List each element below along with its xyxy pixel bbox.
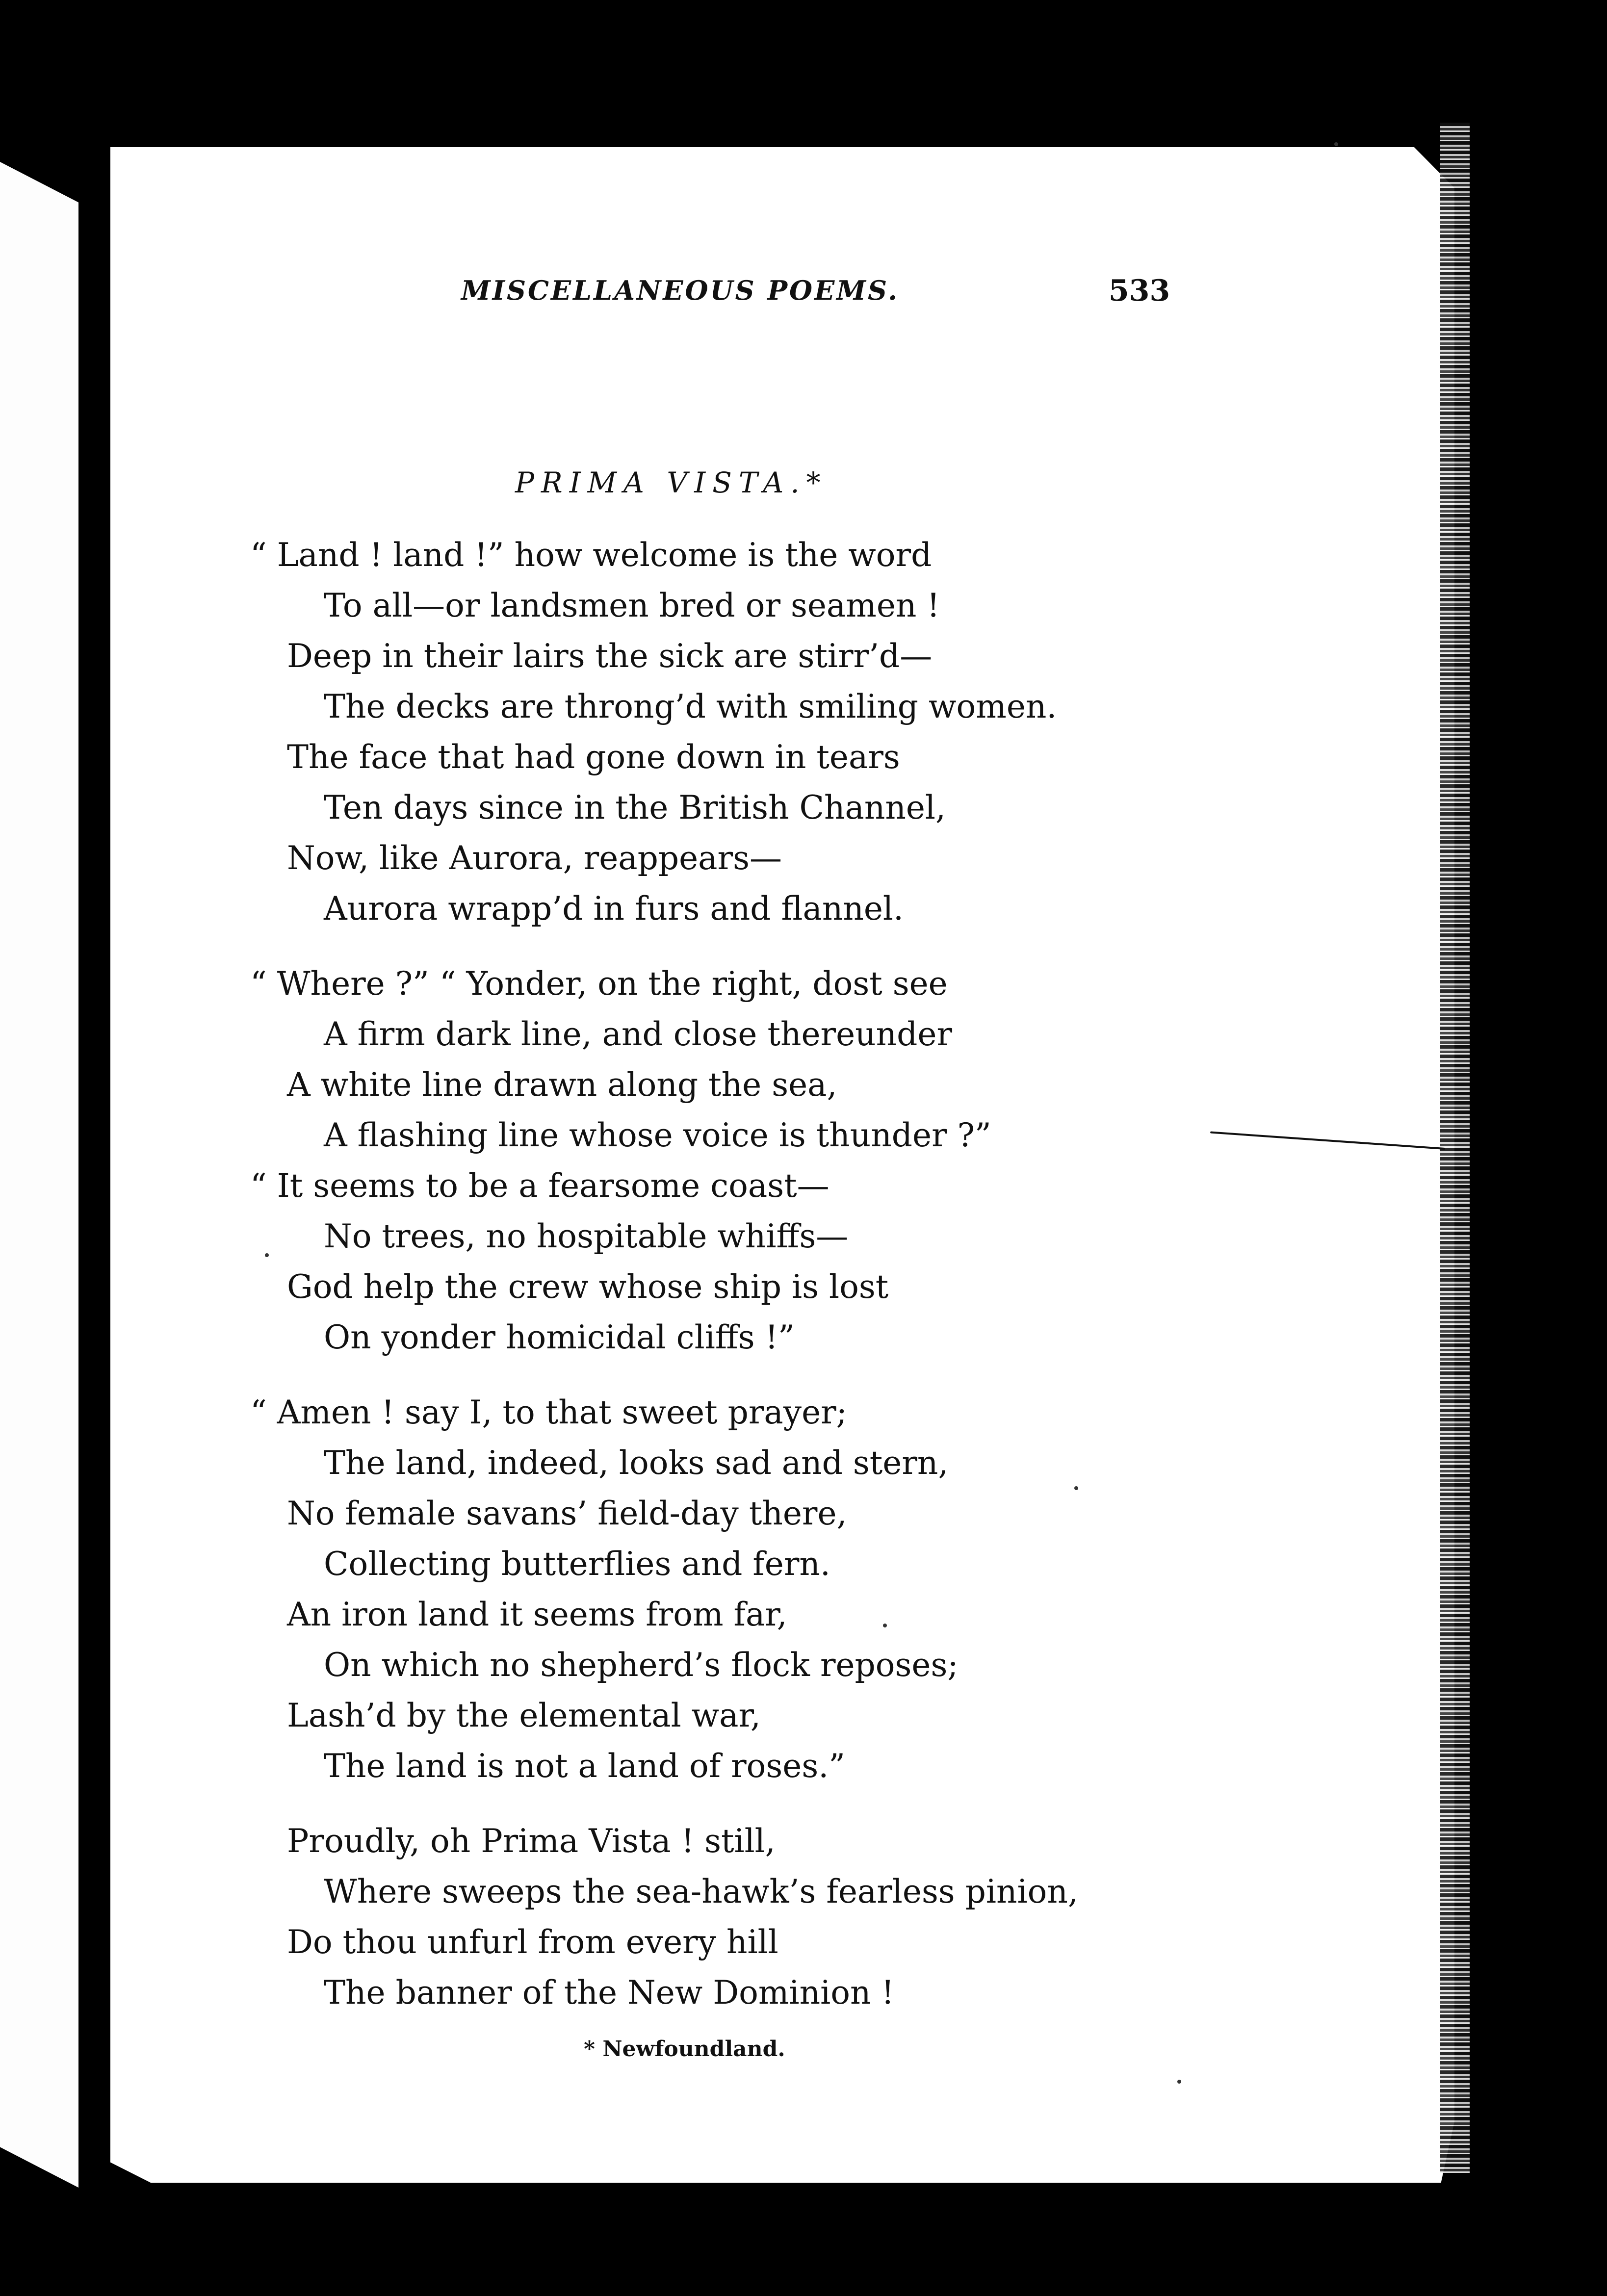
left-page-edge <box>0 162 78 2188</box>
poem-line: “ Where ?” “ Yonder, on the right, dost see <box>250 965 948 1003</box>
poem-line: On which no shepherd’s flock reposes; <box>324 1646 959 1684</box>
stanza <box>250 1816 1078 2018</box>
page-number: 533 <box>1109 274 1170 308</box>
poem-line: A flashing line whose voice is thunder ?” <box>324 1116 991 1154</box>
poem-line: No trees, no hospitable whiffs— <box>324 1217 849 1255</box>
poem-line: Collecting butterflies and fern. <box>324 1545 830 1583</box>
gutter-shadow <box>78 147 113 2207</box>
poem-line: “ Land ! land !” how welcome is the word <box>250 536 932 574</box>
poem-line: The land is not a land of roses.” <box>324 1747 845 1785</box>
poem-line: Now, like Aurora, reappears— <box>287 839 782 877</box>
poem-line: “ Amen ! say I, to that sweet prayer; <box>250 1393 847 1431</box>
speck <box>883 1624 887 1627</box>
poem-title: PRIMA VISTA.* <box>515 466 828 499</box>
poem-line: “ It seems to be a fearsome coast— <box>250 1167 829 1205</box>
poem-line: The decks are throng’d with smiling women. <box>324 688 1057 725</box>
poem-line: The banner of the New Dominion ! <box>324 1974 894 2012</box>
poem-line: God help the crew whose ship is lost <box>287 1268 889 1306</box>
speck <box>1074 1486 1078 1490</box>
speck <box>265 1253 269 1257</box>
poem-line: Aurora wrapp’d in furs and flannel. <box>324 890 904 928</box>
footnote: * Newfoundland. <box>584 2037 785 2062</box>
poem-line: Do thou unfurl from every hill <box>287 1923 778 1961</box>
poem-line: The land, indeed, looks sad and stern, <box>324 1444 949 1482</box>
speck <box>1334 142 1338 146</box>
poem-line: Ten days since in the British Channel, <box>324 789 946 826</box>
running-title: MISCELLANEOUS POEMS. <box>461 275 899 306</box>
poem-body <box>250 530 1078 2042</box>
poem-line: Where sweeps the sea-hawk’s fearless pinion, <box>324 1873 1078 1910</box>
speck <box>1177 2080 1181 2084</box>
poem-line: The face that had gone down in tears <box>287 738 900 776</box>
poem-line: No female savans’ field-day there, <box>287 1495 847 1532</box>
stanza <box>250 530 1078 934</box>
stanza <box>250 958 1078 1363</box>
poem-line: On yonder homicidal cliffs !” <box>324 1318 795 1356</box>
poem-line: A firm dark line, and close thereunder <box>324 1015 953 1053</box>
poem-line: Lash’d by the elemental war, <box>287 1697 761 1734</box>
poem-line: Deep in their lairs the sick are stirr’d— <box>287 637 933 675</box>
poem-line: An iron land it seems from far, <box>287 1596 787 1633</box>
poem-line: A white line drawn along the sea, <box>287 1066 837 1104</box>
stanza <box>250 1387 1078 1791</box>
poem-line: Proudly, oh Prima Vista ! still, <box>287 1822 776 1860</box>
poem-line: To all—or landsmen bred or seamen ! <box>324 587 940 624</box>
